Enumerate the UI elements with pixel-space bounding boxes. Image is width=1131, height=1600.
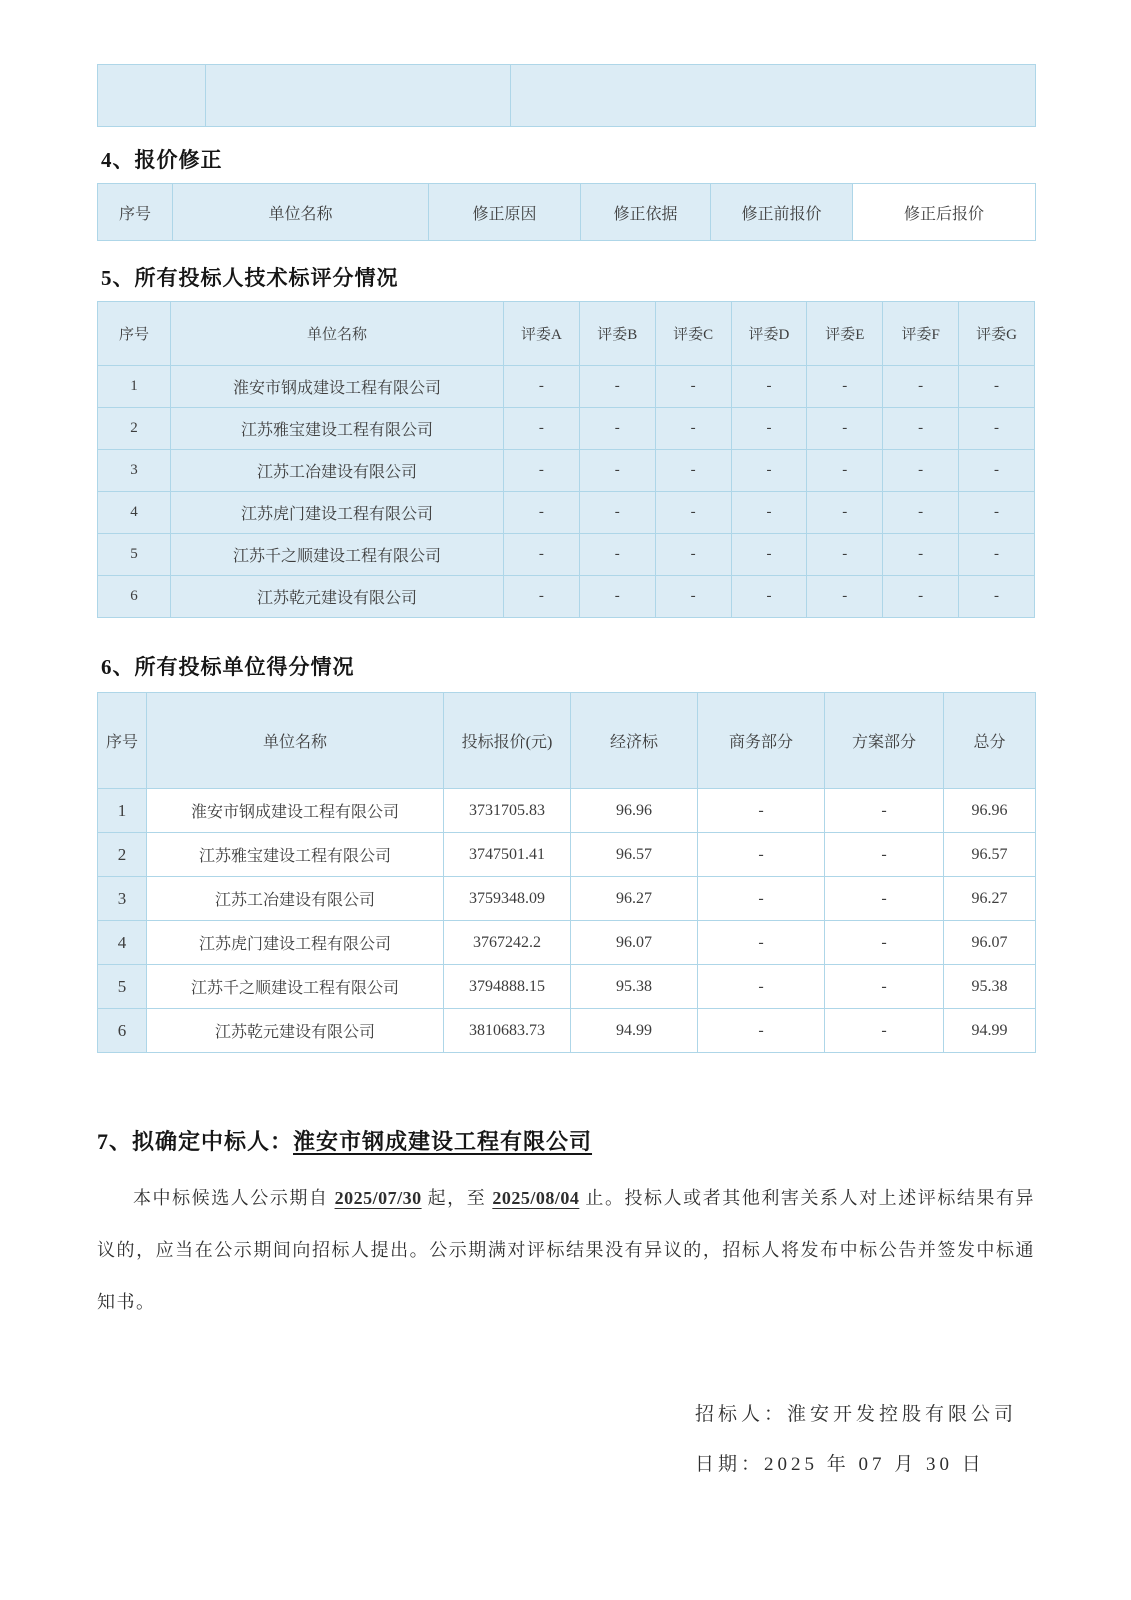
section7-heading — [97, 1125, 1035, 1156]
notice-text: 本中标候选人公示期自 — [133, 1188, 335, 1208]
score-cell: - — [731, 408, 807, 450]
economic-score-cell: 95.38 — [571, 965, 698, 1009]
business-score-cell: - — [698, 921, 825, 965]
score-cell: - — [504, 366, 580, 408]
score-cell: - — [807, 450, 883, 492]
column-header: 修正原因 — [429, 184, 581, 241]
company-name-cell: 江苏雅宝建设工程有限公司 — [147, 833, 444, 877]
score-cell: - — [883, 492, 959, 534]
business-score-cell: - — [698, 877, 825, 921]
bid-price-cell: 3759348.09 — [444, 877, 571, 921]
total-score-cell: 95.38 — [944, 965, 1036, 1009]
column-header: 修正依据 — [581, 184, 711, 241]
business-score-cell: - — [698, 965, 825, 1009]
seq-cell: 4 — [98, 492, 171, 534]
table-row — [98, 366, 1035, 408]
score-cell: - — [807, 534, 883, 576]
company-name-cell: 江苏虎门建设工程有限公司 — [147, 921, 444, 965]
company-name-cell: 江苏千之顺建设工程有限公司 — [147, 965, 444, 1009]
score-cell: - — [959, 408, 1035, 450]
score-cell: - — [883, 576, 959, 618]
seq-cell: 4 — [98, 921, 147, 965]
seq-cell: 3 — [98, 877, 147, 921]
top-partial-table — [97, 64, 1036, 127]
total-score-cell: 96.07 — [944, 921, 1036, 965]
notice-text: 止。投标人或者其他利害关系人对上述评标结果有异议的，应当在公示期间向招标人提出。公示期满对评标结果没有异议的，招标人将发布中标公告并签发中标通知书。 — [97, 1188, 1036, 1312]
bid-price-cell: 3810683.73 — [444, 1009, 571, 1053]
score-cell: - — [655, 492, 731, 534]
table-row — [98, 492, 1035, 534]
company-name-cell: 江苏乾元建设有限公司 — [171, 576, 504, 618]
table-row — [98, 877, 1036, 921]
table-header-row — [98, 184, 1036, 241]
score-cell: - — [504, 408, 580, 450]
score-cell: - — [959, 534, 1035, 576]
table-row — [98, 576, 1035, 618]
total-score-cell: 96.27 — [944, 877, 1036, 921]
column-header: 评委D — [731, 302, 807, 366]
score-cell: - — [883, 450, 959, 492]
score-cell: - — [731, 492, 807, 534]
seq-cell: 3 — [98, 450, 171, 492]
column-header: 评委A — [504, 302, 580, 366]
company-name-cell: 江苏工冶建设有限公司 — [147, 877, 444, 921]
economic-score-cell: 96.07 — [571, 921, 698, 965]
column-header: 序号 — [98, 302, 171, 366]
score-cell: - — [883, 366, 959, 408]
publicity-start-date: 2025/07/30 — [334, 1188, 422, 1208]
score-cell: - — [959, 450, 1035, 492]
table-row — [98, 921, 1036, 965]
company-name-cell: 江苏乾元建设有限公司 — [147, 1009, 444, 1053]
signature-block — [695, 1390, 1017, 1490]
score-cell: - — [959, 366, 1035, 408]
economic-score-cell: 94.99 — [571, 1009, 698, 1053]
column-header: 序号 — [98, 184, 173, 241]
table-row — [98, 965, 1036, 1009]
table-row — [98, 408, 1035, 450]
column-header: 评委E — [807, 302, 883, 366]
plan-score-cell: - — [825, 833, 944, 877]
seq-cell: 6 — [98, 1009, 147, 1053]
score-cell: - — [807, 492, 883, 534]
bid-price-cell: 3747501.41 — [444, 833, 571, 877]
column-header: 评委C — [655, 302, 731, 366]
company-name-cell: 淮安市钢成建设工程有限公司 — [147, 789, 444, 833]
total-score-cell: 94.99 — [944, 1009, 1036, 1053]
score-cell: - — [579, 366, 655, 408]
score-cell: - — [807, 408, 883, 450]
score-cell: - — [655, 534, 731, 576]
date-line: 日期：2025 年 07 月 30 日 — [694, 1454, 985, 1475]
score-cell: - — [579, 492, 655, 534]
column-header: 经济标 — [571, 693, 698, 789]
winner-label: 7、拟确定中标人： — [97, 1129, 294, 1154]
score-cell: - — [731, 366, 807, 408]
plan-score-cell: - — [825, 965, 944, 1009]
company-name-cell: 江苏工冶建设有限公司 — [171, 450, 504, 492]
score-cell: - — [655, 366, 731, 408]
column-header: 投标报价(元) — [444, 693, 571, 789]
score-cell: - — [655, 576, 731, 618]
seq-cell: 5 — [98, 534, 171, 576]
table-row — [98, 65, 1036, 127]
score-cell: - — [655, 450, 731, 492]
bid-price-cell: 3794888.15 — [444, 965, 571, 1009]
total-score-table — [97, 692, 1036, 1053]
company-name-cell: 江苏千之顺建设工程有限公司 — [171, 534, 504, 576]
score-cell: - — [504, 450, 580, 492]
column-header: 方案部分 — [825, 693, 944, 789]
table-row — [98, 1009, 1036, 1053]
score-cell: - — [504, 534, 580, 576]
score-cell: - — [579, 576, 655, 618]
plan-score-cell: - — [825, 877, 944, 921]
publicity-end-date: 2025/08/04 — [492, 1188, 580, 1208]
column-header: 单位名称 — [147, 693, 444, 789]
economic-score-cell: 96.96 — [571, 789, 698, 833]
winner-company-name: 淮安市钢成建设工程有限公司 — [293, 1129, 593, 1154]
score-cell: - — [883, 408, 959, 450]
table-header-row — [98, 302, 1035, 366]
empty-cell — [206, 65, 511, 127]
table-row — [98, 789, 1036, 833]
score-cell: - — [731, 534, 807, 576]
seq-cell: 1 — [98, 366, 171, 408]
score-cell: - — [504, 492, 580, 534]
bid-price-cell: 3731705.83 — [444, 789, 571, 833]
score-cell: - — [731, 576, 807, 618]
score-cell: - — [731, 450, 807, 492]
business-score-cell: - — [698, 833, 825, 877]
score-cell: - — [807, 576, 883, 618]
notice-text: 起，至 — [421, 1188, 493, 1208]
section6-heading: 6、所有投标单位得分情况 — [101, 655, 355, 679]
company-name-cell: 江苏雅宝建设工程有限公司 — [171, 408, 504, 450]
company-name-cell: 淮安市钢成建设工程有限公司 — [171, 366, 504, 408]
technical-score-table — [97, 301, 1035, 618]
table-header-row — [98, 693, 1036, 789]
table-row — [98, 534, 1035, 576]
score-cell: - — [579, 450, 655, 492]
column-header: 评委G — [959, 302, 1035, 366]
column-header: 修正后报价 — [853, 184, 1036, 241]
economic-score-cell: 96.57 — [571, 833, 698, 877]
column-header: 评委B — [579, 302, 655, 366]
score-cell: - — [504, 576, 580, 618]
section5-heading: 5、所有投标人技术标评分情况 — [101, 266, 399, 290]
score-cell: - — [959, 576, 1035, 618]
column-header: 修正前报价 — [711, 184, 853, 241]
column-header: 商务部分 — [698, 693, 825, 789]
total-score-cell: 96.96 — [944, 789, 1036, 833]
column-header: 单位名称 — [173, 184, 429, 241]
score-cell: - — [655, 408, 731, 450]
tenderer-line: 招标人：淮安开发控股有限公司 — [694, 1404, 1017, 1425]
column-header: 总分 — [944, 693, 1036, 789]
table-row — [98, 450, 1035, 492]
score-cell: - — [883, 534, 959, 576]
publicity-notice-paragraph — [97, 1172, 1035, 1328]
empty-cell — [98, 65, 206, 127]
score-cell: - — [579, 534, 655, 576]
seq-cell: 1 — [98, 789, 147, 833]
seq-cell: 2 — [98, 408, 171, 450]
empty-cell — [511, 65, 1036, 127]
bid-price-cell: 3767242.2 — [444, 921, 571, 965]
table-row — [98, 833, 1036, 877]
plan-score-cell: - — [825, 1009, 944, 1053]
column-header: 序号 — [98, 693, 147, 789]
business-score-cell: - — [698, 789, 825, 833]
company-name-cell: 江苏虎门建设工程有限公司 — [171, 492, 504, 534]
price-correction-table — [97, 183, 1036, 241]
business-score-cell: - — [698, 1009, 825, 1053]
score-cell: - — [959, 492, 1035, 534]
plan-score-cell: - — [825, 921, 944, 965]
plan-score-cell: - — [825, 789, 944, 833]
score-cell: - — [579, 408, 655, 450]
seq-cell: 2 — [98, 833, 147, 877]
total-score-cell: 96.57 — [944, 833, 1036, 877]
column-header: 单位名称 — [171, 302, 504, 366]
economic-score-cell: 96.27 — [571, 877, 698, 921]
score-cell: - — [807, 366, 883, 408]
column-header: 评委F — [883, 302, 959, 366]
seq-cell: 6 — [98, 576, 171, 618]
section4-heading: 4、报价修正 — [101, 148, 223, 172]
seq-cell: 5 — [98, 965, 147, 1009]
